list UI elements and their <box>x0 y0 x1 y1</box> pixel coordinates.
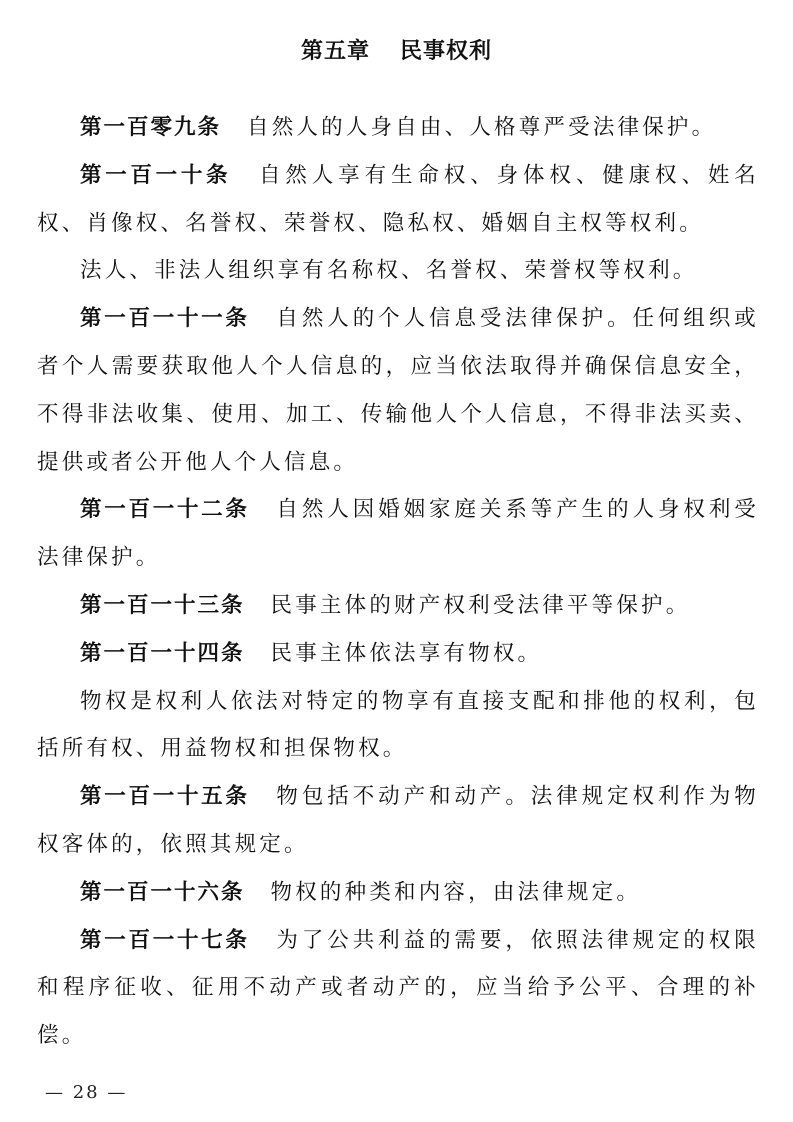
article-text: 民事主体依法享有物权。 <box>270 640 543 666</box>
article-label: 第一百一十四条 <box>80 640 245 666</box>
article-110 <box>37 152 759 248</box>
article-label: 第一百一十条 <box>80 162 232 188</box>
article-text: 物权的种类和内容，由法律规定。 <box>270 879 642 905</box>
article-label: 第一百一十七条 <box>80 927 250 953</box>
article-116 <box>37 869 759 917</box>
article-112 <box>37 486 759 582</box>
page-number: — 28 — <box>45 1082 128 1103</box>
article-111 <box>37 295 759 486</box>
article-text: 自然人享有生命权、身体权、健康权、姓名权、肖像权、名誉权、荣誉权、隐私权、婚姻自主权等权利。 <box>37 162 759 236</box>
article-text: 自然人因婚姻家庭关系等产生的人身权利受法律保护。 <box>37 497 759 571</box>
article-text: 为了公共利益的需要，依照法律规定的权限和程序征收、征用不动产或者动产的，应当给予公平、合理的补偿。 <box>37 927 759 1049</box>
article-text: 自然人的人身自由、人格尊严受法律保护。 <box>247 115 717 140</box>
article-117 <box>37 917 759 1060</box>
article-114-paragraph-2 <box>37 678 759 774</box>
article-114 <box>37 630 759 678</box>
article-label: 第一百零九条 <box>80 115 222 140</box>
article-body <box>37 104 759 1060</box>
chapter-label: 第五章 <box>300 39 370 64</box>
article-text: 物权是权利人依法对特定的物享有直接支配和排他的权利，包括所有权、用益物权和担保物权。 <box>37 688 759 762</box>
article-label: 第一百一十六条 <box>80 879 245 905</box>
article-113 <box>37 582 759 630</box>
article-110-paragraph-2 <box>37 247 759 295</box>
article-text: 物包括不动产和动产。法律规定权利作为物权客体的，依照其规定。 <box>37 784 759 857</box>
article-text: 民事主体的财产权利受法律平等保护。 <box>270 592 691 618</box>
article-109 <box>37 104 759 152</box>
chapter-name: 民事权利 <box>400 39 493 64</box>
article-label: 第一百一十一条 <box>80 306 250 332</box>
article-text: 法人、非法人组织享有名称权、名誉权、荣誉权等权利。 <box>80 258 698 284</box>
article-label: 第一百一十二条 <box>80 497 250 523</box>
chapter-title <box>0 34 793 65</box>
article-text: 自然人的个人信息受法律保护。任何组织或者个人需要获取他人个人信息的，应当依法取得并确保信息安全，不得非法收集、使用、加工、传输他人个人信息，不得非法买卖、提供或者公开他人个人信息。 <box>37 306 759 475</box>
article-label: 第一百一十三条 <box>80 592 245 618</box>
article-115 <box>37 773 759 869</box>
article-label: 第一百一十五条 <box>80 784 250 810</box>
